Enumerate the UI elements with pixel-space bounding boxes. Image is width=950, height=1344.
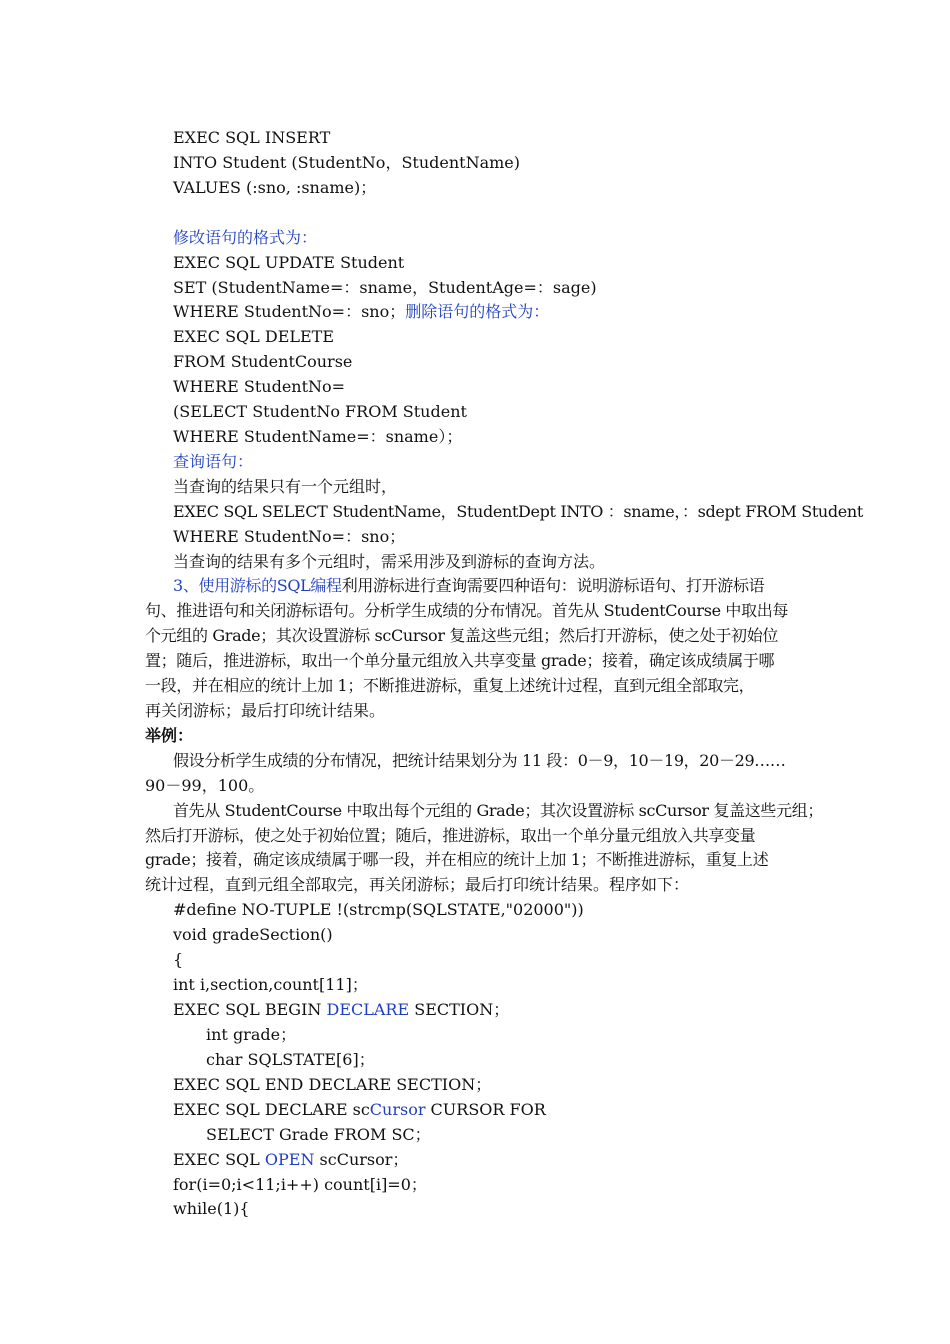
code-line: EXEC SQL DELETE: [173, 327, 335, 346]
keyword-highlight: Cursor: [369, 1100, 426, 1119]
code-text: EXEC SQL BEGIN: [173, 1000, 327, 1019]
code-line: for(i=0;i<11;i++) count[i]=0；: [173, 1175, 427, 1194]
body-text: 统计过程，直到元组全部取完，再关闭游标；最后打印统计结果。程序如下：: [145, 875, 690, 894]
code-line: WHERE StudentNo=：sno；: [173, 527, 406, 546]
body-text: 再关闭游标；最后打印统计结果。: [145, 701, 386, 720]
code-line: EXEC SQL END DECLARE SECTION；: [173, 1075, 492, 1094]
body-text: 利用游标进行查询需要四种语句：说明游标语句、打开游标语: [341, 576, 765, 595]
update-heading: 修改语句的格式为：: [173, 228, 318, 247]
code-line: INTO Student (StudentNo，StudentName): [173, 153, 521, 172]
code-line: #define NO-TUPLE !(strcmp(SQLSTATE,"02000")): [173, 900, 584, 919]
update-where-line: [173, 302, 549, 322]
body-text: 假设分析学生成绩的分布情况，把统计结果划分为 11 段：0－9，10－19，20－29……: [173, 751, 786, 770]
code-line: [173, 1100, 546, 1120]
body-text: 句、推进语句和关闭游标语句。分析学生成绩的分布情况。首先从 StudentCourse 中取出每: [145, 601, 789, 620]
code-line: VALUES (:sno, :sname)；: [173, 178, 377, 197]
code-line: int i,section,count[11]；: [173, 975, 368, 994]
code-line: SELECT Grade FROM SC；: [206, 1125, 431, 1144]
code-line: [173, 1000, 509, 1020]
code-text: EXEC SQL: [173, 1150, 265, 1169]
code-text: SECTION；: [409, 1000, 510, 1019]
code-text: scCursor；: [314, 1150, 409, 1169]
code-line: while(1){: [173, 1199, 250, 1218]
code-line: {: [173, 950, 184, 969]
body-text: 置；随后，推进游标，取出一个单分量元组放入共享变量 grade；接着，确定该成绩属于哪: [145, 651, 775, 670]
code-line: SET (StudentName=：sname，StudentAge=：sage): [173, 278, 597, 297]
body-text: 首先从 StudentCourse 中取出每个元组的 Grade；其次设置游标 scCursor 复盖这些元组；: [173, 801, 824, 820]
code-text: WHERE StudentNo=：sno；: [173, 302, 406, 321]
code-line: FROM StudentCourse: [173, 352, 353, 371]
code-line: EXEC SQL SELECT StudentName，StudentDept INTO ：sname，：sdept FROM Student: [173, 502, 863, 521]
body-text: 个元组的 Grade；其次设置游标 scCursor 复盖这些元组；然后打开游标，使之处于初始位: [145, 626, 778, 645]
cursor-section-first-line: [173, 576, 764, 596]
code-text: CURSOR FOR: [425, 1100, 546, 1119]
section-title: 3、使用游标的SQL编程: [173, 576, 342, 595]
body-text: 当查询的结果有多个元组时，需采用涉及到游标的查询方法。: [173, 552, 606, 571]
code-line: WHERE StudentName=：sname）；: [173, 427, 463, 446]
code-line: char SQLSTATE[6]；: [206, 1050, 375, 1069]
code-line: WHERE StudentNo=: [173, 377, 346, 396]
code-line: EXEC SQL INSERT: [173, 128, 331, 147]
example-heading: 举例：: [145, 726, 194, 745]
body-text: 然后打开游标，使之处于初始位置；随后，推进游标，取出一个单分量元组放入共享变量: [145, 826, 756, 845]
code-line: int grade；: [206, 1025, 297, 1044]
code-line: [173, 1150, 408, 1170]
body-text: grade；接着，确定该成绩属于哪一段，并在相应的统计上加 1；不断推进游标，重复上述: [145, 850, 769, 869]
code-line: (SELECT StudentNo FROM Student: [173, 402, 467, 421]
delete-heading: 删除语句的格式为：: [405, 302, 550, 321]
query-heading: 查询语句：: [173, 452, 254, 471]
body-text: 一段，并在相应的统计上加 1；不断推进游标，重复上述统计过程，直到元组全部取完，: [145, 676, 755, 695]
body-text: 90－99，100。: [145, 776, 265, 795]
code-line: EXEC SQL UPDATE Student: [173, 253, 405, 272]
keyword-highlight: DECLARE: [326, 1000, 410, 1019]
code-text: EXEC SQL DECLARE sc: [173, 1100, 370, 1119]
keyword-highlight: OPEN: [264, 1150, 315, 1169]
code-line: void gradeSection(): [173, 925, 333, 944]
body-text: 当查询的结果只有一个元组时，: [173, 477, 398, 496]
